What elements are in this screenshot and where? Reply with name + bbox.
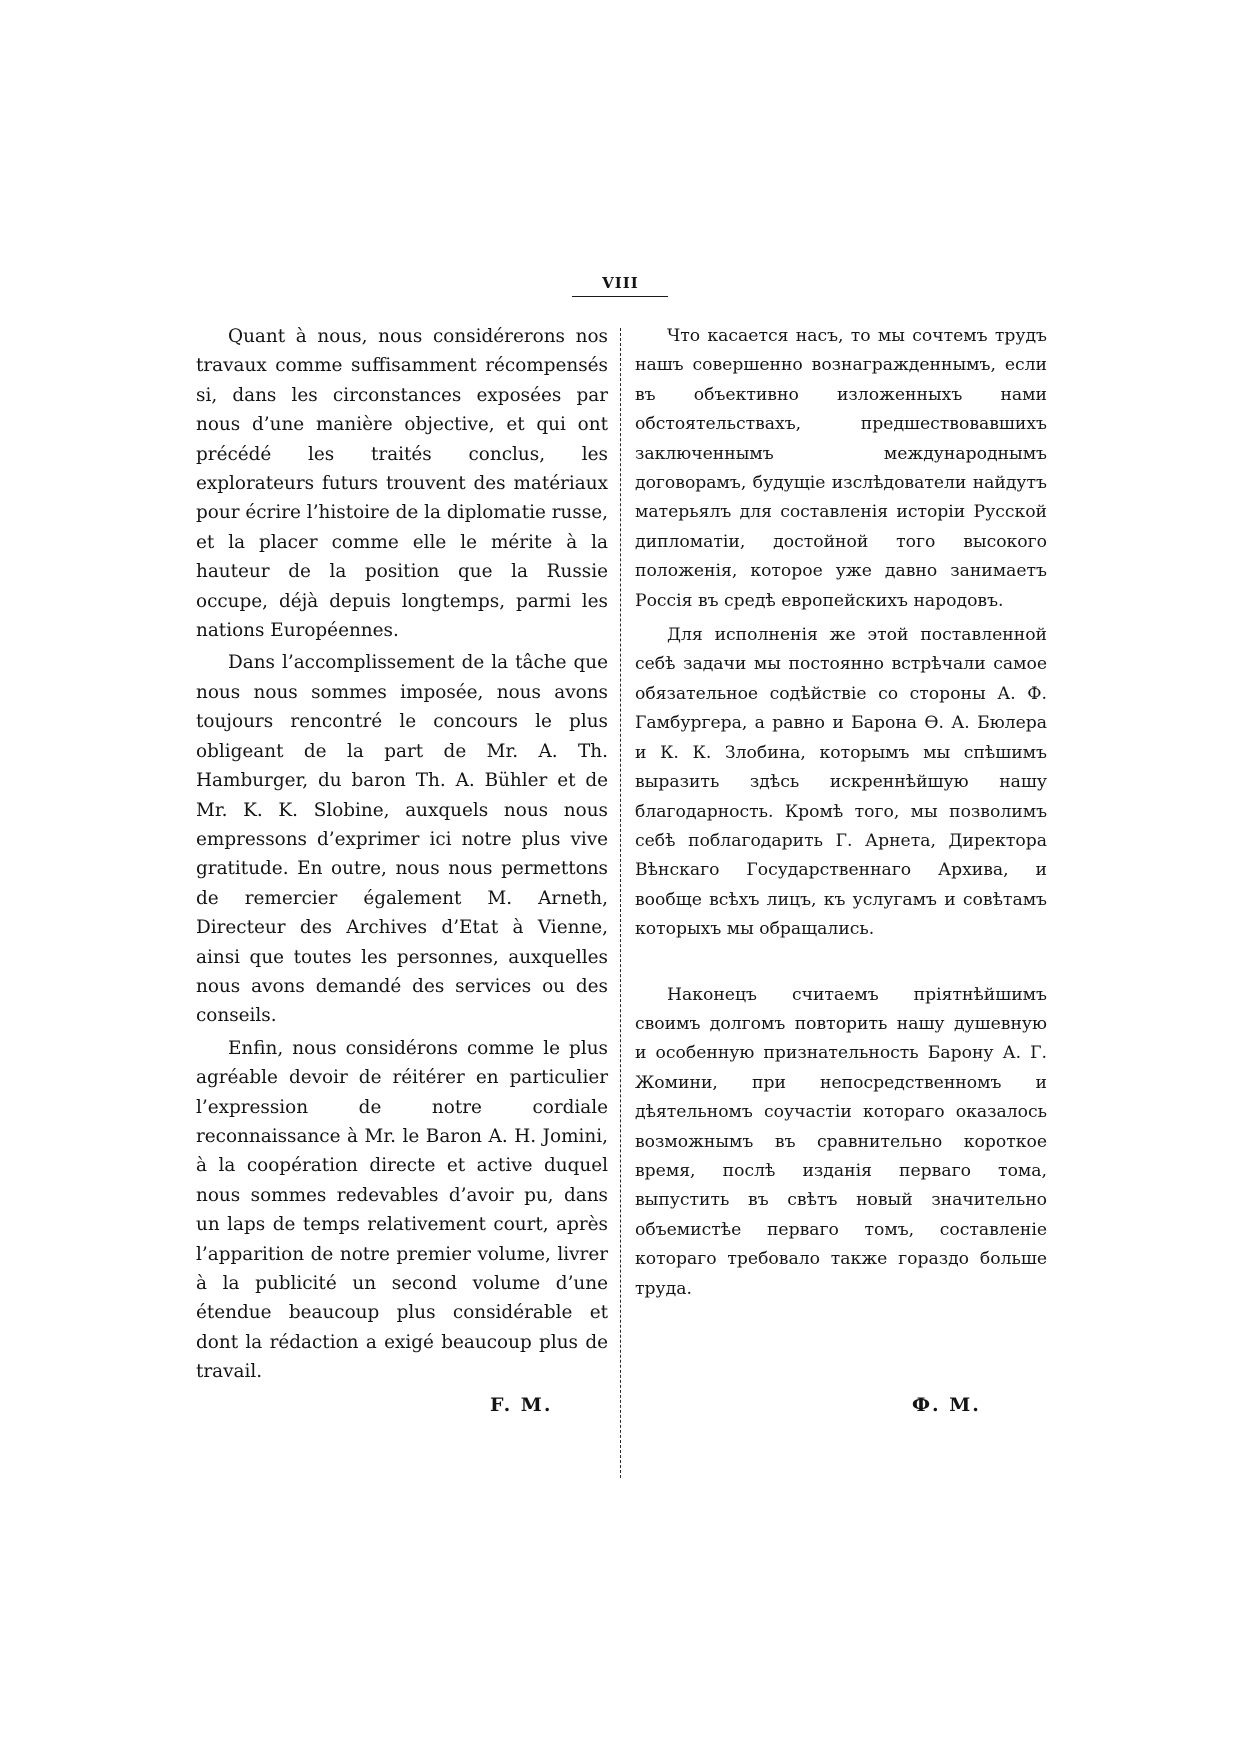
russian-text-column bbox=[635, 322, 1047, 1304]
french-paragraph-1: Quant à nous, nous considérerons nos travaux comme suffisamment récompensés si, dans les circonstances exposées par nous d’une manière objective, et qui ont précédé les traités conclus, les explorateurs futurs trouvent des matériaux pour écrire l’histoire de la diplomatie russe, et la placer comme elle le mérite à la hauteur de la position que la Russie occupe, déjà depuis longtemps, parmi les nations Européennes. bbox=[196, 326, 608, 642]
french-paragraph-3: Enfin, nous considérons comme le plus agréable devoir de réitérer en particulier l’expression de notre cordiale reconnaissance à Mr. le Baron A. H. Jomini, à la coopération directe et active duquel nous sommes redevables d’avoir pu, dans un laps de temps relativement court, après l’apparition de notre premier volume, livrer à la publicité un second volume d’une étendue beaucoup plus considérable et dont la rédaction a exigé beaucoup plus de travail. bbox=[196, 1037, 608, 1383]
page-number-rule bbox=[572, 296, 668, 297]
french-paragraph-2: Dans l’accomplissement de la tâche que nous nous sommes imposée, nous avons toujours rencontré le concours le plus obligeant de la part de Mr. A. Th. Hamburger, du baron Th. A. Bühler et de Mr. K. K. Slobine, auxquels nous nous empressons d’exprimer ici notre plus vive gratitude. En outre, nous nous permettons de remercier également M. Arneth, Directeur des Archives d’Etat à Vienne, ainsi que toutes les personnes, auxquelles nous avons demandé des services ou des conseils. bbox=[196, 652, 608, 1027]
russian-paragraph-3: Наконецъ считаемъ пріятнѣйшимъ своимъ долгомъ повторить нашу душевную и особенную признательность Барону А. Г. Жомини, при непосредственномъ и дѣятельномъ соучастіи котораго оказалось возможнымъ въ сравнительно короткое время, послѣ изданія перваго тома, выпустить въ свѣтъ новый значительно объемистѣе перваго томъ, составленіе котораго требовало также гораздо больше труда. bbox=[635, 984, 1047, 1299]
russian-paragraph-1: Что касается насъ, то мы сочтемъ трудъ нашъ совершенно вознагражденнымъ, если въ объективно изложенныхъ нами обстоятельствахъ, предшествовавшихъ заключеннымъ международнымъ договорамъ, будущіе изслѣдователи найдутъ матерьялъ для составленія исторіи Русской дипломатіи, достойной того высокого положенія, которое уже давно занимаетъ Россія въ средѣ европейскихъ народовъ. bbox=[635, 326, 1047, 611]
russian-signature: Ф. М. bbox=[912, 1394, 981, 1416]
french-signature: F. M. bbox=[490, 1394, 553, 1416]
french-text-column bbox=[196, 322, 608, 1387]
page-number: VIII bbox=[602, 274, 639, 292]
column-divider bbox=[620, 328, 621, 1478]
russian-paragraph-2: Для исполненія же этой поставленной себѣ задачи мы постоянно встрѣчали самое обязательное содѣйствіе со стороны А. Ф. Гамбургера, а равно и Барона Ѳ. А. Бюлера и К. К. Злобина, которымъ мы спѣшимъ выразить здѣсь искреннѣйшую нашу благодарность. Кромѣ того, мы позволимъ себѣ поблагодарить Г. Арнета, Директора Вѣнскаго Государственнаго Архива, и вообще всѣхъ лицъ, къ услугамъ и совѣтамъ которыхъ мы обращались. bbox=[635, 625, 1047, 940]
